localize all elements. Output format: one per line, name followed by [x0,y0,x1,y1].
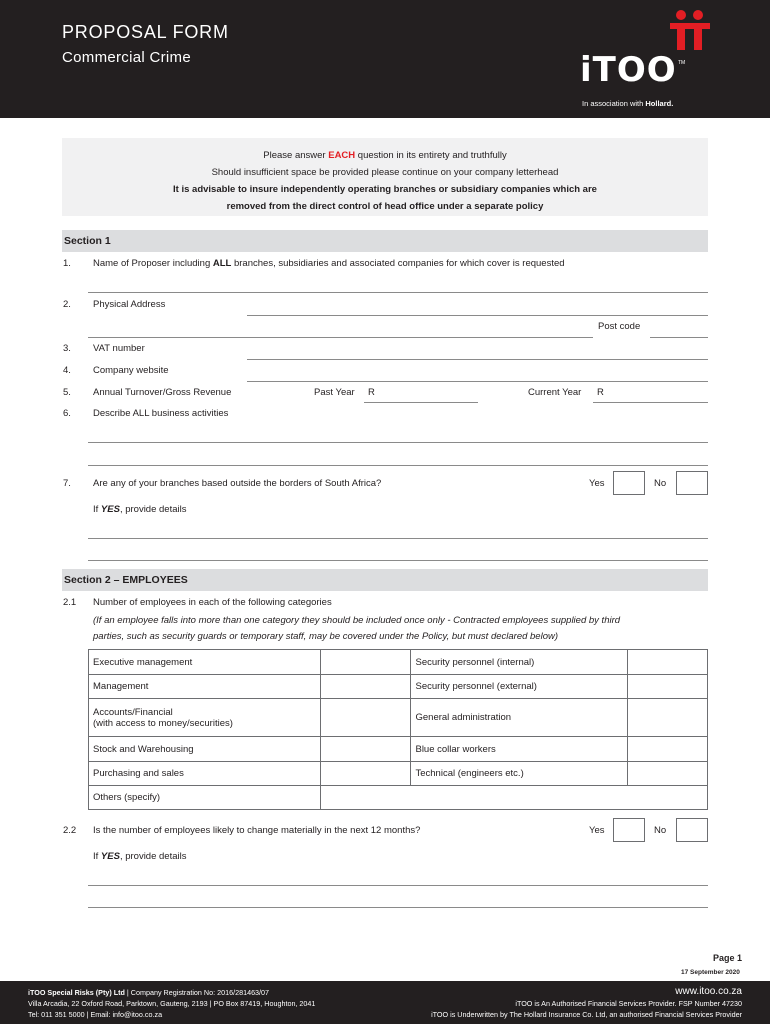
table-row [89,699,708,737]
q21-label: Number of employees in each of the following categories [93,597,332,608]
activities-line-1[interactable] [88,442,708,443]
trademark-mark: TM [678,60,686,66]
q22-yes-checkbox[interactable] [613,818,645,842]
hollard-association: In association with Hollard. [582,99,674,108]
q5-label: Annual Turnover/Gross Revenue [93,387,232,398]
past-year-currency: R [368,387,375,398]
footer-fsp: iTOO is An Authorised Financial Services Provider. FSP Number 47230 [515,999,742,1008]
itoo-logo: iTOO [580,50,677,90]
q7-label: Are any of your branches based outside the borders of South Africa? [93,478,382,489]
q22-no-label: No [654,825,667,836]
q22-if-yes-label: If YES, provide details [93,851,187,862]
employee-count-cell[interactable] [628,737,708,762]
current-year-line[interactable] [593,402,708,403]
employee-count-cell[interactable] [628,762,708,786]
table-row [89,786,708,810]
footer-contact: Tel: 011 351 5000 | Email: info@itoo.co.za [28,1010,163,1019]
q21-note-line-1: (If an employee falls into more than one category they should be included once only - Contracted employees supplied by third [93,615,621,626]
address-line-2[interactable] [88,337,593,338]
form-date: 17 September 2020 [681,969,740,976]
q2-label: Physical Address [93,299,166,310]
q22-no-checkbox[interactable] [676,818,708,842]
category-label: Others (specify) [89,786,321,810]
q7-if-yes-label: If YES, provide details [93,504,187,515]
table-row [89,762,708,786]
past-year-line[interactable] [364,402,478,403]
q4-label: Company website [93,365,169,376]
category-label: Security personnel (external) [411,675,628,699]
q22-yes-label: Yes [589,825,605,836]
others-specify-cell[interactable] [320,786,707,810]
employee-count-cell[interactable] [628,650,708,675]
form-subtitle: Commercial Crime [62,49,191,66]
postcode-label: Post code [598,321,641,332]
q7-yes-checkbox[interactable] [613,471,645,495]
employee-count-cell[interactable] [320,650,411,675]
website-line[interactable] [247,381,708,382]
instructions-notice: Please answer EACH question in its entirety and truthfully Should insufficient space be provided please continue on your company letterhead It is advisable to insure independently operating branches or subsidiary companies which are removed from the direct control of head office under a separate policy [62,138,708,216]
address-line-1[interactable] [247,315,708,316]
q22-details-line-2[interactable] [88,907,708,908]
current-year-currency: R [597,387,604,398]
q22-label: Is the number of employees likely to change materially in the next 12 months? [93,825,421,836]
footer [0,981,770,1024]
employee-count-cell[interactable] [320,737,411,762]
table-row [89,675,708,699]
q6-label: Describe ALL business activities [93,408,229,419]
category-label: General administration [411,699,628,737]
q7-details-line-2[interactable] [88,560,708,561]
employee-count-cell[interactable] [320,762,411,786]
category-label: Technical (engineers etc.) [411,762,628,786]
q22-details-line-1[interactable] [88,885,708,886]
employee-count-cell[interactable] [320,699,411,737]
category-label: Accounts/Financial (with access to money/securities) [89,699,321,737]
postcode-line[interactable] [650,337,708,338]
vat-line[interactable] [247,359,708,360]
q7-yes-label: Yes [589,478,605,489]
category-label: Stock and Warehousing [89,737,321,762]
past-year-label: Past Year [314,387,355,398]
q3-label: VAT number [93,343,145,354]
footer-website: www.itoo.co.za [675,986,742,997]
section-2-heading: Section 2 – EMPLOYEES [62,569,708,591]
employees-table [88,649,708,810]
page-number: Page 1 [713,953,743,963]
q1-label: Name of Proposer including ALL branches, subsidiaries and associated companies for which cover is requested [93,258,565,269]
current-year-label: Current Year [528,387,582,398]
header-banner [0,0,770,118]
employee-count-cell[interactable] [628,675,708,699]
q7-details-line-1[interactable] [88,538,708,539]
q21-note-line-2: parties, such as security guards or temporary staff, may be covered under the Policy, but must declared below) [93,631,559,642]
table-row [89,737,708,762]
q1-answer-line[interactable] [88,292,708,293]
footer-company: iTOO Special Risks (Pty) Ltd | Company Registration No: 2016/281463/07 [28,988,270,997]
category-label: Executive management [89,650,321,675]
table-row [89,650,708,675]
employee-count-cell[interactable] [320,675,411,699]
q7-no-label: No [654,478,667,489]
footer-address: Villa Arcadia, 22 Oxford Road, Parktown, Gauteng, 2193 | PO Box 87419, Houghton, 2041 [28,999,316,1008]
category-label: Management [89,675,321,699]
category-label: Purchasing and sales [89,762,321,786]
category-label: Security personnel (internal) [411,650,628,675]
q7-no-checkbox[interactable] [676,471,708,495]
section-1-heading: Section 1 [62,230,708,252]
activities-line-2[interactable] [88,465,708,466]
footer-underwriter: iTOO is Underwritten by The Hollard Insurance Co. Ltd, an authorised Financial Services Provider [431,1010,742,1019]
employee-count-cell[interactable] [628,699,708,737]
form-title: PROPOSAL FORM [62,22,229,42]
category-label: Blue collar workers [411,737,628,762]
itoo-figures-icon [668,8,712,52]
